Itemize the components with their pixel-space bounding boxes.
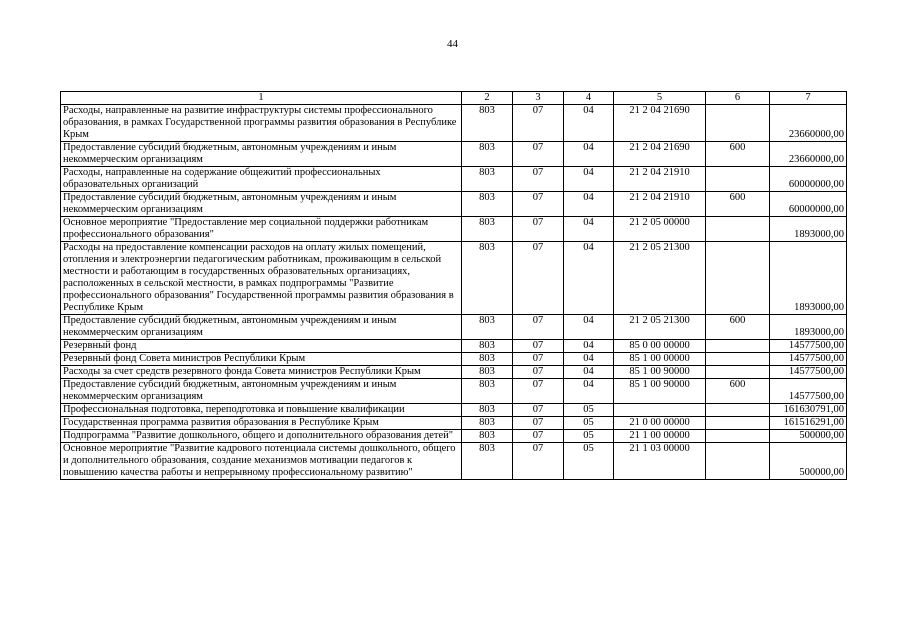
row-subsection-cell: 04: [564, 105, 614, 142]
row-section-cell: 07: [513, 404, 564, 417]
row-ministry-cell: 803: [462, 379, 513, 404]
row-subsection-cell: 05: [564, 417, 614, 430]
row-target-cell: 21 2 04 21690: [614, 105, 706, 142]
row-amount-cell: 23660000,00: [770, 105, 847, 142]
row-amount-cell: 1893000,00: [770, 217, 847, 242]
row-amount-cell: 60000000,00: [770, 192, 847, 217]
row-subsection-cell: 04: [564, 217, 614, 242]
row-target-cell: 21 1 00 00000: [614, 430, 706, 443]
row-type-cell: [706, 404, 770, 417]
row-name-cell: Государственная программа развития образования в Республике Крым: [61, 417, 462, 430]
row-type-cell: [706, 417, 770, 430]
row-type-cell: [706, 242, 770, 315]
row-ministry-cell: 803: [462, 105, 513, 142]
row-subsection-cell: 05: [564, 404, 614, 417]
row-type-cell: 600: [706, 142, 770, 167]
row-section-cell: 07: [513, 315, 564, 340]
row-ministry-cell: 803: [462, 142, 513, 167]
row-amount-cell: 500000,00: [770, 430, 847, 443]
row-ministry-cell: 803: [462, 404, 513, 417]
row-subsection-cell: 04: [564, 379, 614, 404]
row-section-cell: 07: [513, 242, 564, 315]
row-ministry-cell: 803: [462, 167, 513, 192]
row-section-cell: 07: [513, 430, 564, 443]
column-header: 7: [770, 92, 847, 105]
row-type-cell: [706, 217, 770, 242]
table-row: [61, 192, 847, 217]
row-ministry-cell: 803: [462, 430, 513, 443]
row-section-cell: 07: [513, 142, 564, 167]
row-name-cell: Резервный фонд: [61, 340, 462, 353]
table-row: [61, 340, 847, 353]
column-header: 5: [614, 92, 706, 105]
row-amount-cell: 14577500,00: [770, 379, 847, 404]
row-ministry-cell: 803: [462, 443, 513, 480]
row-section-cell: 07: [513, 379, 564, 404]
table-row: [61, 430, 847, 443]
row-target-cell: 21 2 04 21910: [614, 167, 706, 192]
row-section-cell: 07: [513, 366, 564, 379]
row-amount-cell: 161516291,00: [770, 417, 847, 430]
row-amount-cell: 60000000,00: [770, 167, 847, 192]
row-target-cell: 21 2 05 21300: [614, 242, 706, 315]
table-row: [61, 353, 847, 366]
table-row: [61, 142, 847, 167]
row-type-cell: 600: [706, 192, 770, 217]
row-subsection-cell: 05: [564, 443, 614, 480]
row-ministry-cell: 803: [462, 340, 513, 353]
row-type-cell: [706, 430, 770, 443]
row-name-cell: Предоставление субсидий бюджетным, автономным учреждениям и иным некоммерческим организациям: [61, 192, 462, 217]
column-header: 6: [706, 92, 770, 105]
row-target-cell: [614, 404, 706, 417]
row-ministry-cell: 803: [462, 217, 513, 242]
table-row: [61, 404, 847, 417]
page-number: 44: [447, 38, 458, 50]
table-row: [61, 105, 847, 142]
row-ministry-cell: 803: [462, 242, 513, 315]
row-type-cell: [706, 105, 770, 142]
column-header: 1: [61, 92, 462, 105]
table-row: [61, 443, 847, 480]
table-row: [61, 366, 847, 379]
row-name-cell: Расходы на предоставление компенсации расходов на оплату жилых помещений, отопления и электроэнергии педагогическим работникам, проживающим в сельской местности и работающим в государственных образовательных организациях, расположенных в сельской местности, в рамках подпрограммы "Развитие профессионального образования" Государственной программы развития образования в Республике Крым: [61, 242, 462, 315]
row-subsection-cell: 04: [564, 242, 614, 315]
table-row: [61, 167, 847, 192]
row-amount-cell: 1893000,00: [770, 315, 847, 340]
row-target-cell: 85 1 00 00000: [614, 353, 706, 366]
row-name-cell: Профессиональная подготовка, переподготовка и повышение квалификации: [61, 404, 462, 417]
column-header: 4: [564, 92, 614, 105]
table-row: [61, 217, 847, 242]
row-target-cell: 21 1 03 00000: [614, 443, 706, 480]
row-amount-cell: 500000,00: [770, 443, 847, 480]
column-header: 2: [462, 92, 513, 105]
row-section-cell: 07: [513, 417, 564, 430]
row-subsection-cell: 04: [564, 167, 614, 192]
row-type-cell: 600: [706, 379, 770, 404]
row-ministry-cell: 803: [462, 192, 513, 217]
row-section-cell: 07: [513, 167, 564, 192]
row-section-cell: 07: [513, 105, 564, 142]
row-name-cell: Предоставление субсидий бюджетным, автономным учреждениям и иным некоммерческим организациям: [61, 315, 462, 340]
row-subsection-cell: 04: [564, 315, 614, 340]
table-row: [61, 315, 847, 340]
row-target-cell: 85 1 00 90000: [614, 379, 706, 404]
row-subsection-cell: 04: [564, 340, 614, 353]
row-ministry-cell: 803: [462, 366, 513, 379]
row-section-cell: 07: [513, 217, 564, 242]
table-row: [61, 242, 847, 315]
row-amount-cell: 14577500,00: [770, 366, 847, 379]
budget-table: [60, 91, 847, 480]
row-type-cell: [706, 443, 770, 480]
row-target-cell: 85 0 00 00000: [614, 340, 706, 353]
row-target-cell: 21 0 00 00000: [614, 417, 706, 430]
row-subsection-cell: 04: [564, 366, 614, 379]
row-name-cell: Предоставление субсидий бюджетным, автономным учреждениям и иным некоммерческим организациям: [61, 379, 462, 404]
row-name-cell: Расходы, направленные на содержание общежитий профессиональных образовательных организаций: [61, 167, 462, 192]
column-header: 3: [513, 92, 564, 105]
row-section-cell: 07: [513, 192, 564, 217]
table-row: [61, 417, 847, 430]
row-name-cell: Основное мероприятие "Предоставление мер социальной поддержки работникам профессионального образования": [61, 217, 462, 242]
row-type-cell: [706, 167, 770, 192]
row-name-cell: Резервный фонд Совета министров Республики Крым: [61, 353, 462, 366]
row-amount-cell: 14577500,00: [770, 340, 847, 353]
table-body: [61, 105, 847, 480]
row-name-cell: Предоставление субсидий бюджетным, автономным учреждениям и иным некоммерческим организациям: [61, 142, 462, 167]
row-type-cell: [706, 353, 770, 366]
row-ministry-cell: 803: [462, 353, 513, 366]
row-section-cell: 07: [513, 353, 564, 366]
row-name-cell: Основное мероприятие "Развитие кадрового потенциала системы дошкольного, общего и дополнительного образования, создание механизмов мотивации педагогов к повышению качества работы и непрерывному профессиональному развитию": [61, 443, 462, 480]
row-section-cell: 07: [513, 443, 564, 480]
row-amount-cell: 23660000,00: [770, 142, 847, 167]
row-subsection-cell: 04: [564, 192, 614, 217]
row-ministry-cell: 803: [462, 315, 513, 340]
row-target-cell: 21 2 05 21300: [614, 315, 706, 340]
header-row: [61, 92, 847, 105]
row-ministry-cell: 803: [462, 417, 513, 430]
row-name-cell: Расходы, направленные на развитие инфраструктуры системы профессионального образования, в рамках Государственной программы развития образования в Республике Крым: [61, 105, 462, 142]
row-target-cell: 21 2 04 21910: [614, 192, 706, 217]
row-amount-cell: 161630791,00: [770, 404, 847, 417]
row-name-cell: Расходы за счет средств резервного фонда Совета министров Республики Крым: [61, 366, 462, 379]
row-name-cell: Подпрограмма "Развитие дошкольного, общего и дополнительного образования детей": [61, 430, 462, 443]
row-target-cell: 85 1 00 90000: [614, 366, 706, 379]
table-row: [61, 379, 847, 404]
row-type-cell: [706, 340, 770, 353]
row-section-cell: 07: [513, 340, 564, 353]
row-type-cell: [706, 366, 770, 379]
row-target-cell: 21 2 04 21690: [614, 142, 706, 167]
row-subsection-cell: 04: [564, 353, 614, 366]
row-subsection-cell: 05: [564, 430, 614, 443]
row-amount-cell: 14577500,00: [770, 353, 847, 366]
row-subsection-cell: 04: [564, 142, 614, 167]
row-type-cell: 600: [706, 315, 770, 340]
row-target-cell: 21 2 05 00000: [614, 217, 706, 242]
row-amount-cell: 1893000,00: [770, 242, 847, 315]
